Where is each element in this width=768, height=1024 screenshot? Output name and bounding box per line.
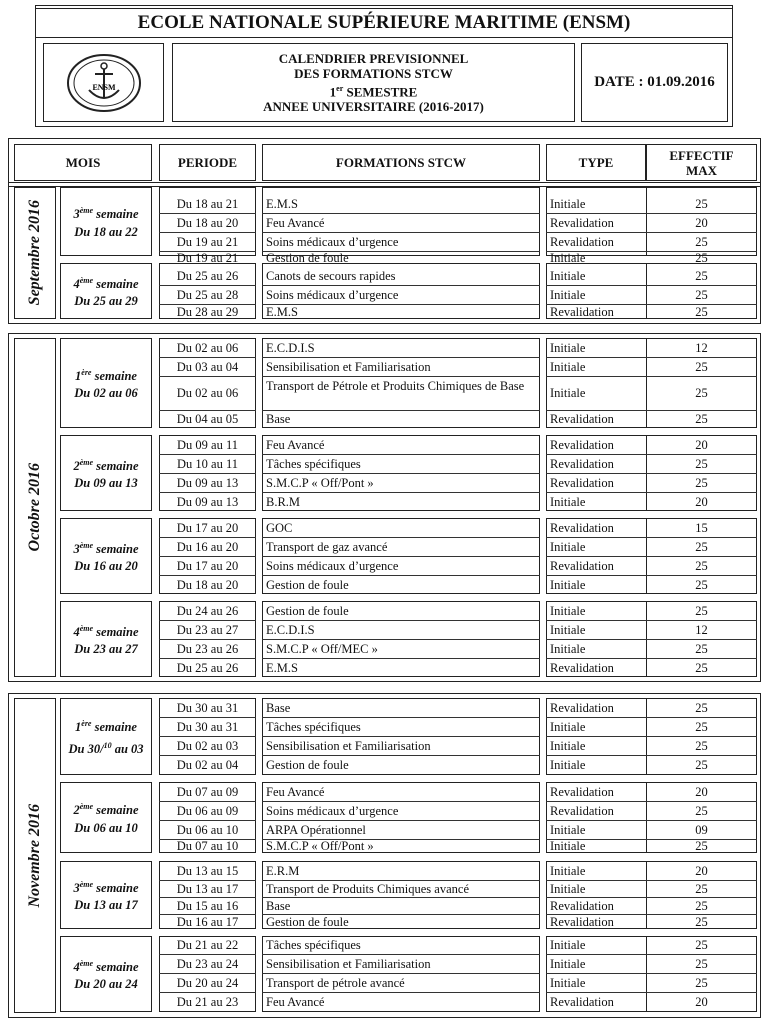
type-cell: Initiale [550, 341, 586, 355]
periode-cell: Du 04 au 05 [176, 412, 239, 426]
week-number-suffix: ème [79, 623, 94, 633]
week-word: semaine [93, 542, 139, 557]
week-number-suffix: ème [79, 540, 94, 550]
formation-cell: Gestion de foule [266, 578, 349, 592]
type-cell: Initiale [550, 540, 586, 554]
type-cell: Initiale [550, 864, 586, 878]
periode-cell: Du 06 au 10 [176, 823, 239, 837]
type-cell: Initiale [550, 758, 586, 772]
week-number [75, 715, 137, 736]
week-word: semaine [93, 207, 139, 222]
type-cell: Initiale [550, 578, 586, 592]
week-label [60, 435, 152, 511]
effectif-cell: 25 [695, 197, 708, 211]
type-cell: Revalidation [550, 701, 614, 715]
week-number-value: 3 [73, 542, 80, 557]
type-cell: Initiale [550, 823, 586, 837]
type-cell: Initiale [550, 957, 586, 971]
week-number-value: 3 [73, 207, 80, 222]
effectif-cell: 25 [695, 305, 708, 319]
week-range-suffix: au 03 [111, 741, 144, 756]
effectif-cell: 25 [695, 476, 708, 490]
periode-cell: Du 25 au 28 [176, 288, 239, 302]
periode-cell: Du 06 au 09 [176, 804, 239, 818]
month-label-box [14, 338, 56, 677]
periode-cell: Du 30 au 31 [176, 720, 239, 734]
formation-cell: Base [266, 701, 291, 715]
type-cell: Initiale [550, 839, 586, 853]
type-cell: Initiale [550, 386, 586, 400]
formation-cell: Sensibilisation et Familiarisation [266, 739, 431, 753]
week-number [75, 364, 137, 385]
periode-cell: Du 25 au 26 [176, 661, 239, 675]
effectif-cell: 12 [695, 341, 708, 355]
type-cell: Revalidation [550, 995, 614, 1009]
effectif-cell: 25 [695, 957, 708, 971]
type-cell: Initiale [550, 360, 586, 374]
month-label: Septembre 2016 [26, 200, 43, 306]
formation-cell: Gestion de foule [266, 758, 349, 772]
periode-cell: Du 07 au 09 [176, 785, 239, 799]
type-cell: Initiale [550, 976, 586, 990]
header-formations: FORMATIONS STCW [262, 144, 540, 181]
effectif-cell: 20 [695, 995, 708, 1009]
week-label [60, 601, 152, 677]
periode-cell: Du 02 au 04 [176, 758, 239, 772]
week-number-value: 1 [75, 369, 82, 384]
header-type: TYPE [546, 144, 646, 181]
week-label [60, 861, 152, 929]
periode-cell: Du 23 au 26 [176, 642, 239, 656]
effectif-cell: 25 [695, 269, 708, 283]
week-number [73, 955, 138, 976]
formation-cell: Soins médicaux d’urgence [266, 235, 399, 249]
week-number [73, 202, 138, 223]
week-range: Du 06 au 10 [74, 820, 138, 835]
week-range: Du 20 au 24 [74, 977, 138, 992]
week-range: Du 16 au 20 [74, 559, 138, 574]
formation-cell: GOC [266, 521, 293, 535]
type-cell: Revalidation [550, 438, 614, 452]
type-cell: Initiale [550, 938, 586, 952]
formation-cell: Gestion de foule [266, 915, 349, 929]
effectif-cell: 25 [695, 701, 708, 715]
calendar-line-1: CALENDRIER PREVISIONNEL [278, 50, 469, 66]
effectif-cell: 25 [695, 251, 708, 265]
periode-cell: Du 18 au 21 [176, 197, 239, 211]
calendar-title [172, 43, 575, 122]
semester-sup: er [336, 83, 344, 93]
semester-word: SEMESTRE [343, 84, 418, 100]
week-label [60, 263, 152, 319]
week-number-value: 4 [73, 277, 80, 292]
periode-cell: Du 18 au 20 [176, 216, 239, 230]
calendar-line-2: DES FORMATIONS STCW [294, 65, 453, 81]
week-number-suffix: ère [81, 719, 92, 729]
type-cell: Revalidation [550, 457, 614, 471]
periode-cell: Du 02 au 06 [176, 341, 239, 355]
effectif-cell: 20 [695, 785, 708, 799]
week-number [73, 537, 138, 558]
periode-cell: Du 09 au 11 [177, 438, 238, 452]
effectif-cell: 20 [695, 216, 708, 230]
periode-cell: Du 02 au 06 [176, 386, 239, 400]
week-number-suffix: ème [79, 275, 94, 285]
week-number-suffix: ème [79, 802, 94, 812]
periode-cell: Du 17 au 20 [176, 521, 239, 535]
week-number [73, 454, 138, 475]
effectif-cell: 25 [695, 899, 708, 913]
type-cell: Revalidation [550, 476, 614, 490]
formation-cell: Transport de Pétrole et Produits Chimiques de Base [266, 379, 525, 393]
effectif-cell: 15 [695, 521, 708, 535]
effectif-cell: 25 [695, 839, 708, 853]
week-number-suffix: ème [79, 457, 94, 467]
formation-cell: E.C.D.I.S [266, 341, 315, 355]
periode-cell: Du 16 au 20 [176, 540, 239, 554]
formation-cell: Sensibilisation et Familiarisation [266, 360, 431, 374]
effectif-cell: 25 [695, 758, 708, 772]
type-cell: Initiale [550, 197, 586, 211]
effectif-cell: 25 [695, 804, 708, 818]
week-label [60, 698, 152, 775]
logo-box [43, 43, 164, 122]
formation-cell: E.R.M [266, 864, 300, 878]
week-number-value: 1 [75, 720, 82, 735]
type-cell: Initiale [550, 623, 586, 637]
week-range: Du 09 au 13 [74, 476, 138, 491]
periode-cell: Du 19 au 21 [176, 235, 239, 249]
week-number-value: 3 [73, 881, 80, 896]
type-cell: Initiale [550, 495, 586, 509]
type-cell: Revalidation [550, 899, 614, 913]
week-label [60, 187, 152, 256]
effectif-cell: 09 [695, 823, 708, 837]
week-range [68, 737, 143, 758]
effectif-cell: 25 [695, 661, 708, 675]
week-number [73, 876, 138, 897]
effectif-cell: 25 [695, 540, 708, 554]
type-cell: Revalidation [550, 305, 614, 319]
month-label: Octobre 2016 [26, 463, 43, 552]
formation-cell: Gestion de foule [266, 251, 349, 265]
periode-cell: Du 25 au 26 [176, 269, 239, 283]
periode-cell: Du 13 au 15 [176, 864, 239, 878]
effectif-cell: 25 [695, 457, 708, 471]
effectif-cell: 25 [695, 559, 708, 573]
month-label: Novembre 2016 [26, 803, 43, 908]
periode-cell: Du 24 au 26 [176, 604, 239, 618]
week-range: Du 02 au 06 [74, 386, 138, 401]
week-number-value: 2 [73, 803, 80, 818]
formation-cell: E.C.D.I.S [266, 623, 315, 637]
periode-cell: Du 23 au 27 [176, 623, 239, 637]
week-word: semaine [93, 625, 139, 640]
formation-cell: Feu Avancé [266, 995, 325, 1009]
formation-cell: ARPA Opérationnel [266, 823, 366, 837]
formation-cell: Transport de Produits Chimiques avancé [266, 882, 469, 896]
week-number [73, 272, 138, 293]
header-mois: MOIS [14, 144, 152, 181]
formation-cell: E.M.S [266, 661, 298, 675]
week-number-suffix: ème [79, 879, 94, 889]
type-cell: Initiale [550, 882, 586, 896]
formation-cell: Sensibilisation et Familiarisation [266, 957, 431, 971]
week-range: Du 23 au 27 [74, 642, 138, 657]
week-range-prefix: Du 30/ [68, 741, 104, 756]
type-cell: Revalidation [550, 521, 614, 535]
week-range: Du 25 au 29 [74, 294, 138, 309]
type-cell: Revalidation [550, 235, 614, 249]
week-number-value: 4 [73, 625, 80, 640]
week-word: semaine [93, 960, 139, 975]
type-cell: Revalidation [550, 915, 614, 929]
week-label [60, 782, 152, 853]
type-cell: Initiale [550, 604, 586, 618]
formation-cell: Canots de secours rapides [266, 269, 396, 283]
date-label: DATE : 01.09.2016 [581, 43, 728, 122]
effectif-cell: 25 [695, 642, 708, 656]
type-cell: Revalidation [550, 785, 614, 799]
periode-cell: Du 16 au 17 [176, 915, 239, 929]
week-range: Du 13 au 17 [74, 898, 138, 913]
week-number [73, 798, 138, 819]
formation-cell: S.M.C.P « Off/Pont » [266, 839, 374, 853]
effectif-cell: 25 [695, 720, 708, 734]
periode-cell: Du 21 au 22 [176, 938, 239, 952]
effectif-cell: 25 [695, 288, 708, 302]
effectif-cell: 25 [695, 412, 708, 426]
type-cell: Initiale [550, 269, 586, 283]
ensm-logo [65, 52, 143, 114]
effectif-cell: 25 [695, 604, 708, 618]
formation-cell: Tâches spécifiques [266, 457, 361, 471]
effectif-cell: 25 [695, 938, 708, 952]
formation-cell: B.R.M [266, 495, 301, 509]
formation-cell: S.M.C.P « Off/Pont » [266, 476, 374, 490]
effectif-cell: 25 [695, 739, 708, 753]
week-word: semaine [93, 803, 139, 818]
calendar-line-3 [330, 81, 418, 99]
week-number-value: 2 [73, 459, 80, 474]
formation-cell: Soins médicaux d’urgence [266, 288, 399, 302]
week-label [60, 936, 152, 1012]
formation-cell: S.M.C.P « Off/MEC » [266, 642, 378, 656]
logo-text: ENSM [91, 82, 116, 92]
formation-cell: Feu Avancé [266, 216, 325, 230]
formation-cell: E.M.S [266, 197, 298, 211]
periode-cell: Du 30 au 31 [176, 701, 239, 715]
type-cell: Initiale [550, 251, 586, 265]
effectif-cell: 25 [695, 915, 708, 929]
type-cell: Revalidation [550, 559, 614, 573]
periode-cell: Du 13 au 17 [176, 882, 239, 896]
month-label-box [14, 698, 56, 1013]
type-cell: Initiale [550, 739, 586, 753]
effectif-cell: 20 [695, 864, 708, 878]
week-number [73, 620, 138, 641]
week-label [60, 518, 152, 594]
formation-cell: Soins médicaux d’urgence [266, 559, 399, 573]
week-number-suffix: ère [81, 367, 92, 377]
week-label [60, 338, 152, 428]
formation-cell: Base [266, 899, 291, 913]
week-range: Du 18 au 22 [74, 224, 138, 239]
school-title: ECOLE NATIONALE SUPÉRIEURE MARITIME (ENSM) [35, 8, 733, 38]
type-cell: Initiale [550, 288, 586, 302]
periode-cell: Du 18 au 20 [176, 578, 239, 592]
type-cell: Revalidation [550, 412, 614, 426]
semester-number: 1 [329, 84, 337, 100]
effectif-cell: 12 [695, 623, 708, 637]
periode-cell: Du 09 au 13 [176, 476, 239, 490]
formation-cell: Base [266, 412, 291, 426]
week-number-suffix: ème [79, 206, 94, 216]
periode-cell: Du 23 au 24 [176, 957, 239, 971]
effectif-cell: 25 [695, 386, 708, 400]
week-word: semaine [93, 459, 139, 474]
type-cell: Revalidation [550, 804, 614, 818]
week-word: semaine [93, 881, 139, 896]
periode-cell: Du 15 au 16 [176, 899, 239, 913]
periode-cell: Du 02 au 03 [176, 739, 239, 753]
formation-cell: Soins médicaux d’urgence [266, 804, 399, 818]
type-cell: Revalidation [550, 661, 614, 675]
formation-cell: Transport de gaz avancé [266, 540, 388, 554]
effectif-cell: 25 [695, 578, 708, 592]
formation-cell: Feu Avancé [266, 785, 325, 799]
periode-cell: Du 03 au 04 [176, 360, 239, 374]
week-number-value: 4 [73, 960, 80, 975]
formation-cell: Tâches spécifiques [266, 720, 361, 734]
header-periode: PERIODE [159, 144, 256, 181]
formation-cell: Feu Avancé [266, 438, 325, 452]
effectif-cell: 20 [695, 438, 708, 452]
periode-cell: Du 17 au 20 [176, 559, 239, 573]
header-effectif: EFFECTIF MAX [646, 144, 757, 181]
effectif-cell: 20 [695, 495, 708, 509]
calendar-line-4: ANNEE UNIVERSITAIRE (2016-2017) [263, 99, 484, 115]
effectif-cell: 25 [695, 882, 708, 896]
periode-cell: Du 28 au 29 [176, 305, 239, 319]
effectif-cell: 25 [695, 235, 708, 249]
week-word: semaine [91, 369, 137, 384]
periode-cell: Du 07 au 10 [176, 839, 239, 853]
week-range-sup: 10 [103, 740, 112, 750]
periode-cell: Du 09 au 13 [176, 495, 239, 509]
periode-cell: Du 20 au 24 [176, 976, 239, 990]
periode-cell: Du 19 au 21 [176, 251, 239, 265]
formation-cell: E.M.S [266, 305, 298, 319]
periode-cell: Du 21 au 23 [176, 995, 239, 1009]
effectif-cell: 25 [695, 360, 708, 374]
periode-cell: Du 10 au 11 [177, 457, 238, 471]
week-number-suffix: ème [79, 958, 94, 968]
type-cell: Initiale [550, 642, 586, 656]
type-cell: Revalidation [550, 216, 614, 230]
week-word: semaine [91, 720, 137, 735]
formation-cell: Transport de pétrole avancé [266, 976, 405, 990]
week-word: semaine [93, 277, 139, 292]
type-cell: Initiale [550, 720, 586, 734]
formation-cell: Gestion de foule [266, 604, 349, 618]
formation-cell: Tâches spécifiques [266, 938, 361, 952]
effectif-cell: 25 [695, 976, 708, 990]
month-label-box [14, 187, 56, 319]
